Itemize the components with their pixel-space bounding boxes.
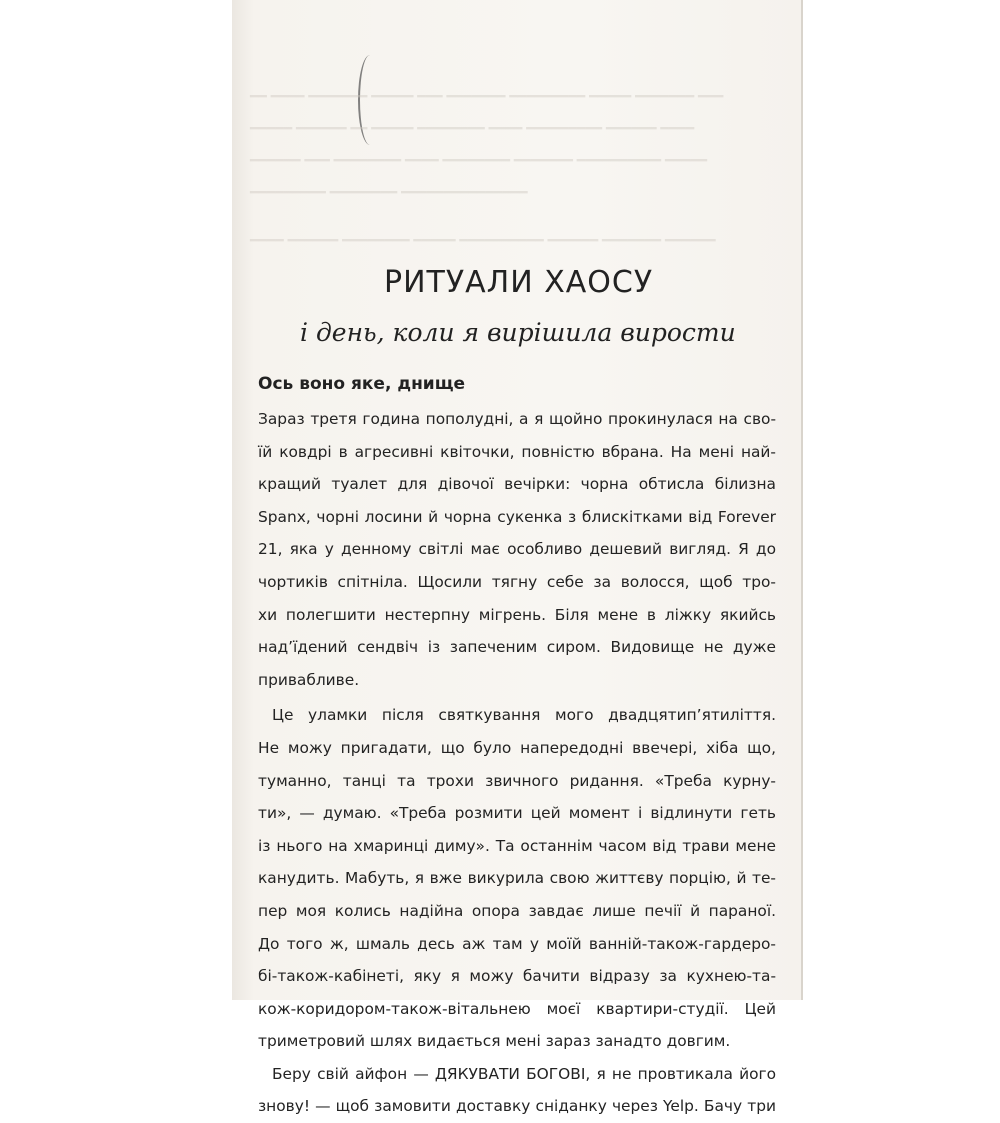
text-line: канудить. Мабуть, я вже викурила свою життєву порцію, й те- [258,869,776,888]
bleed-through-line: ━━━━ ━━━━━━ ━━━━━━━━ ━━━━━ ━━━━━━━━━━ ━━━━━━ ━━━━━━━ ━━━━━━ [250,232,716,248]
text-line: триметровий шлях видається мені зараз занадто довгим. [258,1032,731,1051]
text-line: Це уламки після святкування мого двадцятип’ятиліття. [272,706,776,725]
text-line: чортиків спітніла. Щосили тягну себе за волосся, щоб тро- [258,572,776,591]
text-line: пер моя колись надійна опора завдає лише печії й параної. [258,901,776,920]
bleed-through-line: ━━━━━ ━━━━━━ ━━ ━━━━━ ━━━━━━━━ ━━━━ ━━━━━━━━━ ━━━━━━ ━━━━ [250,120,695,136]
page-edge [801,0,803,1000]
text-line: Spanx, чорні лосини й чорна сукенка з блискітками від Forever [258,507,776,526]
section-heading: Ось воно яке, днище [258,374,466,394]
text-line: кращий туалет для дівочої вечірки: чорна обтисла білизна [258,475,776,494]
chapter-subtitle: і день, коли я вирішила вирости [300,318,736,347]
text-line: кож-коридором-також-вітальнею моєї квартири-студії. Цей [258,999,776,1018]
text-line: До того ж, шмаль десь аж там у моїй ванній-також-гардеро- [258,934,776,953]
chapter-title: РИТУАЛИ ХАОСУ [384,265,654,300]
text-line: Не можу пригадати, що було напередодні ввечері, хіба що, [258,738,776,757]
text-line: знову! — щоб замовити доставку сніданку через Yelp. Бачу три [258,1097,776,1116]
paragraph [258,699,776,1058]
paragraph [258,403,776,696]
bleed-through-line: ━━━━━━ ━━━ ━━━━━━━━ ━━━━ ━━━━━━━━ ━━━━━━━ ━━━━━━━━━━ ━━━━━ [250,152,708,168]
paragraph [258,1058,776,1123]
text-line: хи полегшити нестерпну мігрень. Біля мене в ліжку якийсь [258,605,776,624]
bleed-through-line: ━━ ━━━━ ━━━━━━━ ━━━━━ ━━━ ━━━━━━━ ━━━━━━━━━ ━━━━━ ━━━━━━━ ━━━ [250,88,724,104]
text-line: 21, яка у денному світлі має особливо дешевий вигляд. Я до [258,540,776,559]
text-line: туманно, танці та трохи звичного ридання. «Треба курну- [258,771,776,790]
text-line: їй ковдрі в агресивні квіточки, повністю вбрана. На мені най- [258,442,776,461]
text-line: ти», — думаю. «Треба розмити цей момент і відлинути геть [258,804,776,823]
body-text [258,403,776,1123]
text-line: бі-також-кабінеті, яку я можу бачити відразу за кухнею-та- [258,967,776,986]
text-line: із нього на хмаринці диму». Та останнім часом від трави мене [258,836,776,855]
text-line: над’їдений сендвіч із запеченим сиром. Видовище не дуже [258,638,776,657]
text-line: Беру свій айфон — ДЯКУВАТИ БОГОВІ, я не провтикала його [272,1064,776,1083]
text-line: привабливе. [258,670,360,689]
text-line: Зараз третя година пополудні, а я щойно прокинулася на сво- [258,410,776,428]
bleed-through-line: ━━━━━━━━━ ━━━━━━━━ ━━━━━━━━━━━━━━━ [250,184,528,200]
